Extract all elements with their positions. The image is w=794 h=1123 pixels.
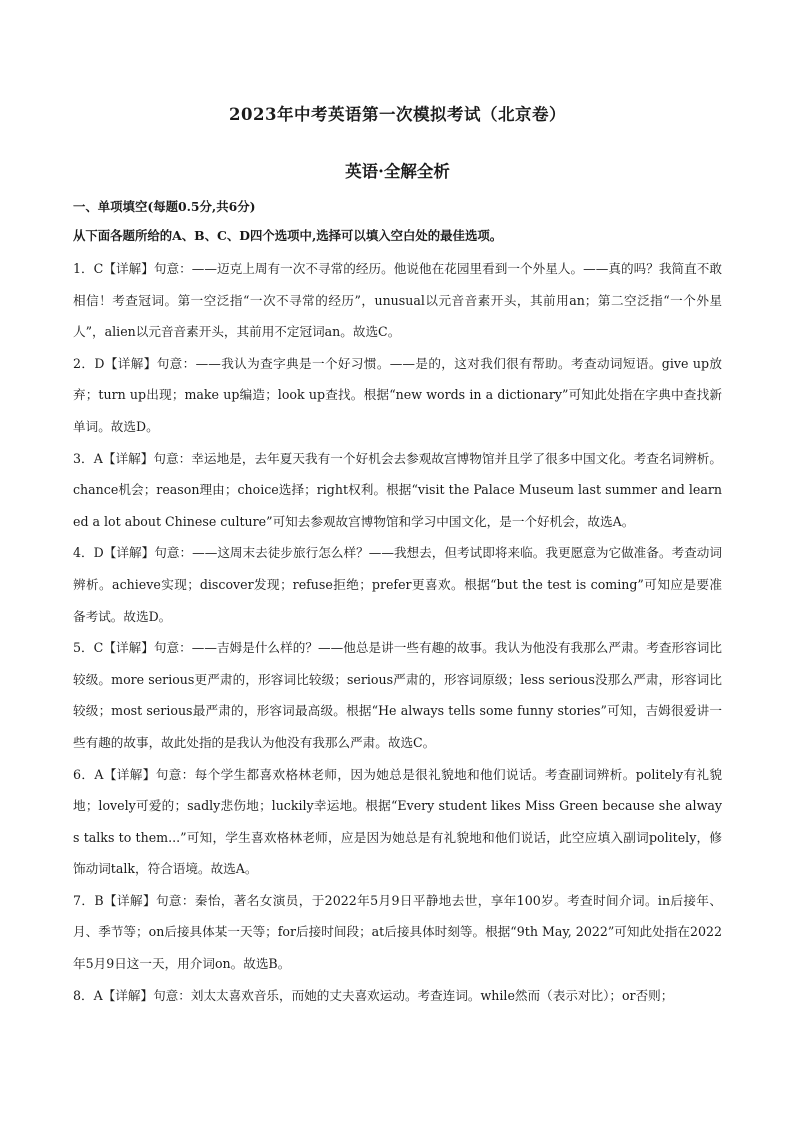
section-instruction: 从下面各题所给的A、B、C、D四个选项中,选择可以填入空白处的最佳选项。 (73, 228, 503, 243)
question-explanation-1: 1．C【详解】句意：——迈克上周有一次不寻常的经历。他说他在花园里看到一个外星人。——真的吗？我简直不敢相信！考查冠词。第一空泛指“一次不寻常的经历”，unusual以元音音素开头，其前用an；第二空泛指“一个外星人”，alien以元音音素开头，其前用不定冠词an。故选C。 (73, 261, 722, 340)
question-explanation-6: 6．A【详解】句意：每个学生都喜欢格林老师，因为她总是很礼貌地和他们说话。考查副词辨析。politely有礼貌地；lovely可爱的；sadly悲伤地；luckily幸运地。根据“Every student likes Miss Green because she always talks to them...”可知，学生喜欢格林老师，应是因为她总是有礼貌地和他们说话，此空应填入副词politely，修饰动词talk，符合语境。故选A。 (73, 766, 722, 877)
question-explanation-4: 4．D【详解】句意：——这周末去徒步旅行怎么样？——我想去，但考试即将来临。我更愿意为它做准备。考查动词辨析。achieve实现；discover发现；refuse拒绝；prefer更喜欢。根据“but the test is coming”可知应是要准备考试。故选D。 (73, 545, 722, 624)
document-title: 2023年中考英语第一次模拟考试（北京卷） (229, 105, 566, 124)
question-explanation-5: 5．C【详解】句意：——吉姆是什么样的？——他总是讲一些有趣的故事。我认为他没有我那么严肃。考查形容词比较级。more serious更严肃的，形容词比较级；serious严肃的，形容词原级；less serious没那么严肃，形容词比较级；most serious最严肃的，形容词最高级。根据“He always tells some funny stories”可知，吉姆很爱讲一些有趣的故事，故此处指的是我认为他没有我那么严肃。故选C。 (73, 640, 722, 750)
question-explanation-7: 7．B【详解】句意：秦怡，著名女演员，于2022年5月9日平静地去世，享年100岁。考查时间介词。in后接年、月、季节等；on后接具体某一天等；for后接时间段；at后接具体时刻等。根据“9th May, 2022”可知此处指在2022年5月9日这一天，用介词on。故选B。 (73, 892, 722, 972)
question-explanation-2: 2．D【详解】句意：——我认为查字典是一个好习惯。——是的，这对我们很有帮助。考查动词短语。give up放弃；turn up出现；make up编造；look up查找。根据“new words in a dictionary”可知此处指在字典中查找新单词。故选D。 (73, 355, 722, 434)
question-explanation-8: 8．A【详解】句意：刘太太喜欢音乐，而她的丈夫喜欢运动。考查连词。while然而（表示对比）；or否则； (73, 987, 674, 1003)
document-subtitle: 英语·全解全析 (345, 162, 450, 181)
section-heading: 一、单项填空(每题0.5分,共6分) (73, 199, 256, 214)
answer-explanations (73, 253, 722, 1011)
question-explanation-3: 3．A【详解】句意：幸运地是，去年夏天我有一个好机会去参观故宫博物馆并且学了很多中国文化。考查名词辨析。chance机会；reason理由；choice选择；right权利。根据“visit the Palace Museum last summer and learned a lot about Chinese culture”可知去参观故宫博物馆和学习中国文化，是一个好机会，故选A。 (73, 450, 722, 529)
